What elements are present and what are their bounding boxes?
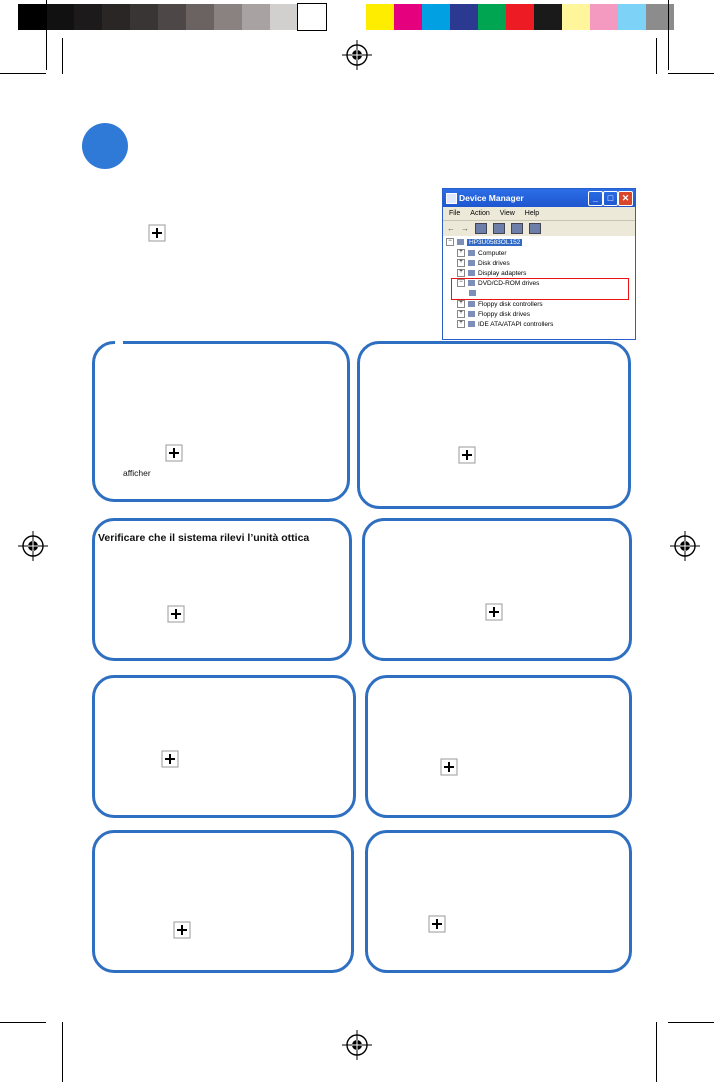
color-swatch bbox=[46, 4, 74, 30]
print-icon[interactable] bbox=[493, 223, 505, 234]
floppy-drive-icon bbox=[468, 311, 475, 317]
plus-square-icon bbox=[173, 921, 191, 939]
color-swatch bbox=[422, 4, 450, 30]
color-swatch bbox=[158, 4, 186, 30]
device-manager-window bbox=[442, 188, 636, 340]
plus-square-icon bbox=[485, 603, 503, 621]
color-swatch bbox=[242, 4, 270, 30]
color-calibration-bar bbox=[0, 0, 714, 32]
color-swatch bbox=[18, 4, 46, 30]
registration-mark-icon bbox=[670, 531, 700, 561]
back-arrow-icon[interactable]: ← bbox=[447, 224, 455, 233]
plus-square-icon bbox=[167, 605, 185, 623]
color-swatch bbox=[214, 4, 242, 30]
dvd-highlight-frame bbox=[451, 278, 629, 300]
language-box-7 bbox=[92, 830, 354, 973]
menu-help[interactable]: Help bbox=[524, 210, 540, 217]
display-adapter-icon bbox=[468, 270, 475, 276]
registration-mark-icon bbox=[342, 1030, 372, 1060]
plus-square-icon bbox=[428, 915, 446, 933]
plus-square-icon bbox=[148, 224, 166, 242]
tree-item-root[interactable]: − HP3U0583OL152 bbox=[446, 238, 522, 248]
scan-hardware-icon[interactable] bbox=[529, 223, 541, 234]
color-swatch bbox=[450, 4, 478, 30]
color-swatch bbox=[130, 4, 158, 30]
color-swatch bbox=[478, 4, 506, 30]
language-box-5 bbox=[92, 675, 356, 818]
tree-item[interactable]: + Floppy disk drives bbox=[457, 310, 530, 320]
color-swatch bbox=[394, 4, 422, 30]
color-swatch bbox=[646, 4, 674, 30]
plus-square-icon bbox=[161, 750, 179, 768]
color-swatch bbox=[618, 4, 646, 30]
close-button[interactable]: ✕ bbox=[618, 191, 633, 206]
help-icon[interactable] bbox=[511, 223, 523, 234]
registration-mark-icon bbox=[342, 40, 372, 70]
registration-mark-icon bbox=[18, 531, 48, 561]
color-swatch bbox=[590, 4, 618, 30]
color-swatch bbox=[562, 4, 590, 30]
computer-icon bbox=[468, 250, 475, 256]
toolbar bbox=[443, 220, 635, 236]
box-text: afficher bbox=[123, 468, 151, 478]
controller-icon bbox=[468, 321, 475, 327]
color-swatch bbox=[298, 4, 326, 30]
window-title-bar bbox=[443, 189, 635, 207]
tree-item[interactable]: + IDE ATA/ATAPI controllers bbox=[457, 320, 553, 330]
menu-file[interactable]: File bbox=[449, 210, 461, 217]
tree-item[interactable]: + Computer bbox=[457, 249, 507, 259]
tree-item[interactable]: + Disk drives bbox=[457, 259, 510, 269]
menu-action[interactable]: Action bbox=[470, 210, 490, 217]
box-heading: Verificare che il sistema rilevi l’unità ottica bbox=[98, 532, 313, 544]
color-swatch bbox=[270, 4, 298, 30]
menu-bar bbox=[443, 207, 635, 220]
plus-square-icon bbox=[165, 444, 183, 462]
color-swatch bbox=[186, 4, 214, 30]
disk-drive-icon bbox=[468, 260, 475, 266]
computer-icon bbox=[457, 239, 464, 245]
tree-item-dvd-cdrom[interactable]: − DVD/CD-ROM drives bbox=[457, 279, 539, 289]
menu-view[interactable]: View bbox=[499, 210, 515, 217]
language-box-1 bbox=[92, 341, 350, 502]
color-swatch bbox=[102, 4, 130, 30]
plus-square-icon bbox=[458, 446, 476, 464]
color-swatch bbox=[534, 4, 562, 30]
tree-item[interactable]: + Display adapters bbox=[457, 269, 526, 279]
controller-icon bbox=[468, 301, 475, 307]
plus-square-icon bbox=[440, 758, 458, 776]
minimize-button[interactable]: _ bbox=[588, 191, 603, 206]
color-swatch bbox=[366, 4, 394, 30]
tree-item[interactable]: + Floppy disk controllers bbox=[457, 300, 543, 310]
language-box-3 bbox=[92, 518, 352, 661]
language-box-8 bbox=[365, 830, 632, 973]
maximize-button[interactable]: □ bbox=[603, 191, 618, 206]
window-icon bbox=[446, 193, 457, 204]
window-title: Device Manager bbox=[459, 193, 524, 203]
step-dot bbox=[82, 123, 128, 169]
forward-arrow-icon[interactable]: → bbox=[461, 224, 469, 233]
language-box-6 bbox=[365, 675, 632, 818]
color-swatch bbox=[74, 4, 102, 30]
properties-icon[interactable] bbox=[475, 223, 487, 234]
language-box-4 bbox=[362, 518, 632, 661]
color-swatch bbox=[506, 4, 534, 30]
language-box-2 bbox=[357, 341, 631, 509]
